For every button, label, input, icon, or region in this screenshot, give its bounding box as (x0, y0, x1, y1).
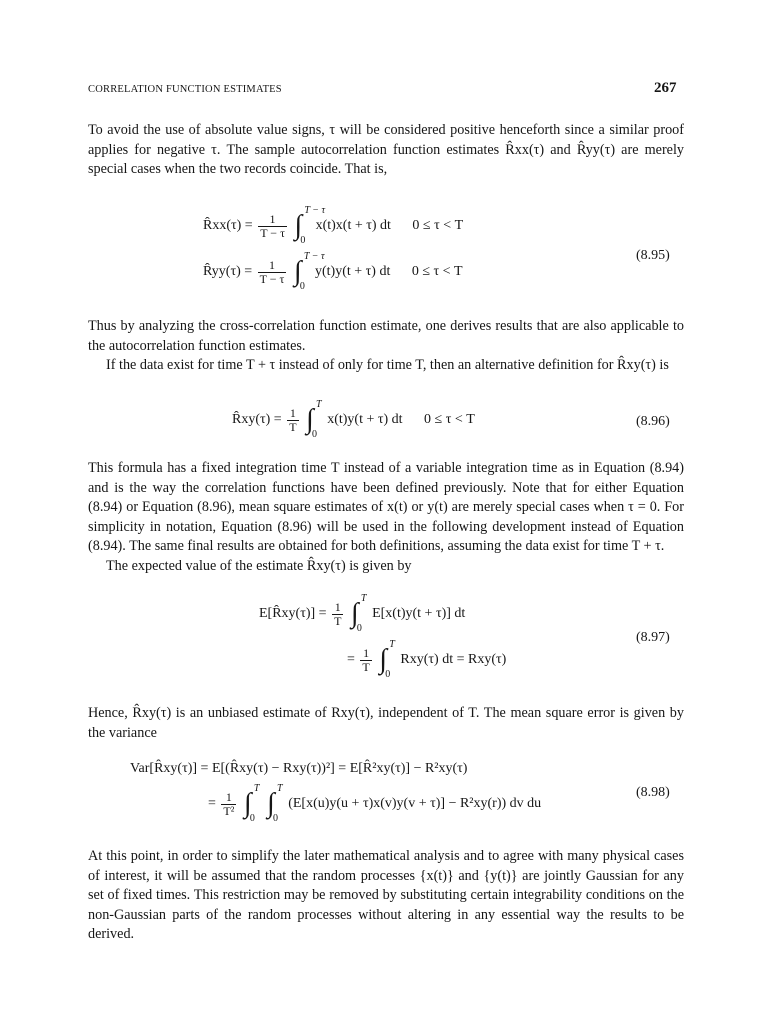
equation-8-95-line-1 (203, 205, 464, 246)
paragraph-alternative-definition: If the data exist for time T + τ instead of only for time T, then an alternative definition for R̂xy(τ) is (106, 357, 669, 373)
eq-condition: 0 ≤ τ < T (412, 218, 464, 234)
equation-8-98-line-1: Var[R̂xy(τ)] = E[(R̂xy(τ) − Rxy(τ))²] = E[R̂²xy(τ)] − R²xy(τ) (130, 761, 468, 776)
running-head: CORRELATION FUNCTION ESTIMATES (88, 84, 282, 95)
equation-8-97-line-2 (347, 639, 507, 680)
eq-integrand: (E[x(u)y(u + τ)x(v)y(v + τ)] − R²xy(r)) dv du (288, 796, 542, 812)
eq-integrand: Rxy(τ) dt = Rxy(τ) (400, 652, 507, 668)
equation-8-98-line-2 (208, 783, 542, 824)
page-number: 267 (654, 80, 677, 96)
equation-number-8-98: (8.98) (636, 785, 670, 800)
paragraph-cross-correlation: Thus by analyzing the cross-correlation function estimate, one derives results that are also applicable to the autocorrelation function estimates. (88, 318, 684, 354)
paragraph-fixed-integration: This formula has a fixed integration time T instead of a variable integration time as in Equation (8.94) and is the way the correlation functions have been defined previously. Note that for either Equation (8.94) or Equation (8.96), mean square estimates of x(t) or y(t) are merely special cases when τ = 0. For simplicity in notation, Equation (8.96) will be used in the following development instead of Equation (8.94). The same final results are obtained for both definitions, assuming the data exist for time T + τ. (88, 460, 684, 555)
eq-lhs: R̂xy(τ) = (232, 412, 282, 428)
paragraph-unbiased: Hence, R̂xy(τ) is an unbiased estimate of Rxy(τ), independent of T. The mean square error is given by the variance (88, 705, 684, 741)
integral-sign: ∫ T − τ 0 (294, 205, 326, 246)
eq-lhs: R̂xx(τ) = (203, 218, 253, 234)
equation-number-8-96: (8.96) (636, 414, 670, 429)
integral-sign: ∫ T 0 (243, 783, 260, 824)
eq-condition: 0 ≤ τ < T (424, 412, 475, 428)
equation-8-95-line-2 (203, 251, 463, 292)
integral-sign: ∫ T 0 (267, 783, 283, 824)
eq-integrand: E[x(t)y(t + τ)] dt (372, 606, 466, 622)
eq-lhs: = (208, 796, 216, 812)
paragraph-gaussian-assumption: At this point, in order to simplify the later mathematical analysis and to agree with many physical cases of interest, it will be assumed that the random processes {x(t)} and {y(t)} are jointly Gaussian for any set of fixed times. This restriction may be removed by substituting certain integrability conditions on the non-Gaussian parts of the random processes without altering in any essential way the results to be derived. (88, 848, 684, 943)
eq-fraction: $\frac{1}{T}$ (334, 599, 342, 628)
eq-fraction: $\frac{1}{T}$ (362, 645, 370, 674)
equation-8-97-line-1 (259, 593, 466, 634)
integral-sign: ∫ T − τ 0 (293, 251, 325, 292)
eq-lhs: = (347, 652, 355, 668)
integral-sign: ∫ T 0 (350, 593, 367, 634)
equation-number-8-97: (8.97) (636, 630, 670, 645)
eq-integrand: y(t)y(t + τ) dt (315, 264, 391, 280)
eq-fraction: $\frac{1}{T - \tau}$ (259, 257, 285, 286)
eq-lhs: E[R̂xy(τ)] = (259, 606, 327, 622)
eq-fraction: $\frac{1}{T - \tau}$ (260, 211, 285, 240)
eq-fraction: $\frac{1}{T}$ (289, 405, 297, 434)
eq-fraction: $\frac{1}{\text{T²}}$ (223, 789, 235, 818)
equation-8-96 (232, 399, 475, 440)
eq-condition: 0 ≤ τ < T (411, 264, 463, 280)
equation-number-8-95: (8.95) (636, 248, 670, 263)
integral-sign: ∫ T 0 (379, 639, 395, 680)
integral-sign: ∫ T 0 (306, 399, 322, 440)
eq-integrand: x(t)x(t + τ) dt (315, 218, 391, 234)
eq-lhs: R̂yy(τ) = (203, 264, 253, 280)
paragraph-expected-value: The expected value of the estimate R̂xy(τ) is given by (106, 558, 412, 574)
paragraph-intro: To avoid the use of absolute value signs, τ will be considered positive henceforth since a similar proof applies for negative τ. The sample autocorrelation function estimates R̂xx(τ) and R̂yy(τ) are merely special cases when the two records coincide. That is, (88, 122, 684, 178)
eq-integrand: x(t)y(t + τ) dt (327, 412, 403, 428)
